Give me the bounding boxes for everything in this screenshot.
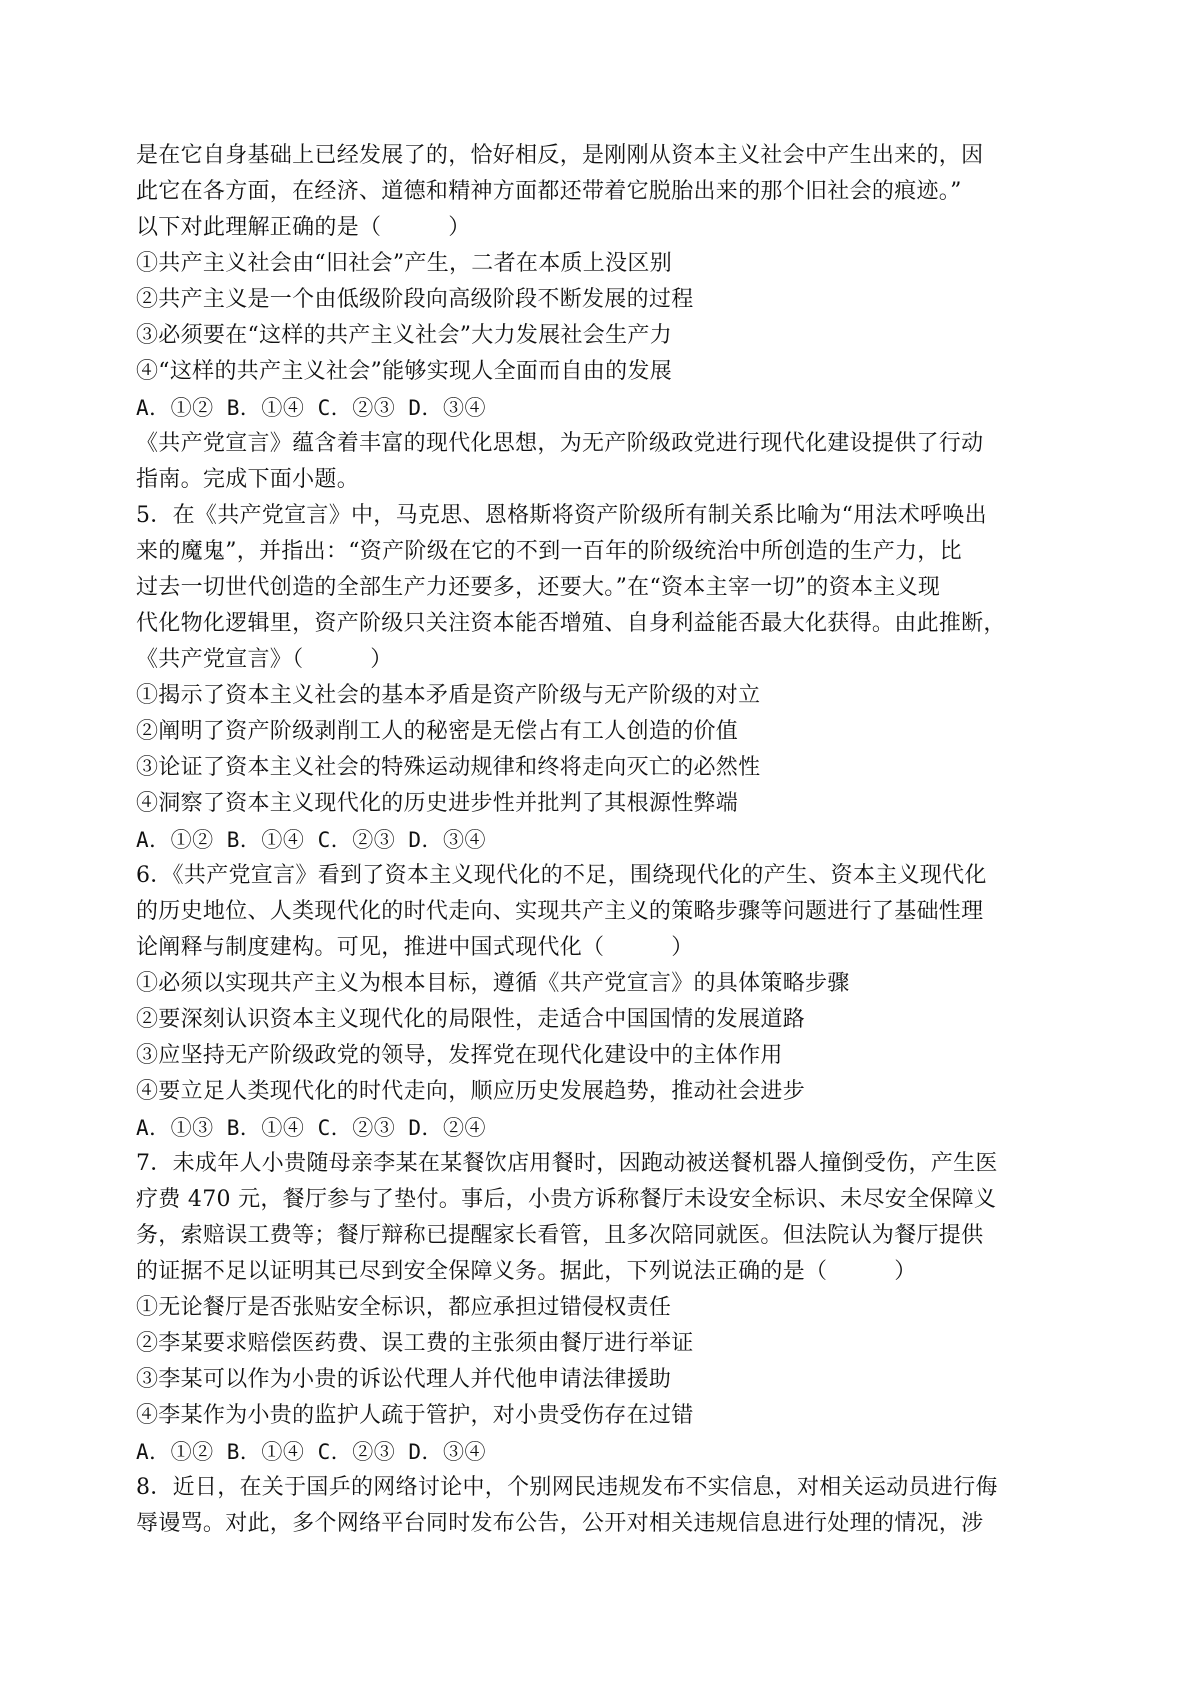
option-4: ④“这样的共产主义社会”能够实现人全面而自由的发展 <box>136 359 672 384</box>
stem-line: 务，索赔误工费等；餐厅辩称已提醒家长看管，且多次陪同就医。但法院认为餐厅提供 <box>136 1223 984 1248</box>
stem-line: 的证据不足以证明其已尽到安全保障义务。据此，下列说法正确的是（ ） <box>136 1259 917 1284</box>
stem-line: 来的魔鬼”，并指出：“资产阶级在它的不到一百年的阶级统治中所创造的生产力，比 <box>136 539 962 564</box>
option-2: ②要深刻认识资本主义现代化的局限性，走适合中国国情的发展道路 <box>136 1007 806 1032</box>
exam-page <box>136 138 1086 1542</box>
intro-line: 《共产党宣言》蕴含着丰富的现代化思想，为无产阶级政党进行现代化建设提供了行动 <box>136 431 984 456</box>
option-3: ③论证了资本主义社会的特殊运动规律和终将走向灭亡的必然性 <box>136 755 761 780</box>
stem-line: 8．近日，在关于国乒的网络讨论中，个别网民违规发布不实信息，对相关运动员进行侮 <box>136 1475 998 1500</box>
question-6 <box>136 858 1086 1146</box>
option-4: ④要立足人类现代化的时代走向，顺应历史发展趋势，推动社会进步 <box>136 1079 806 1104</box>
stem-line: 是在它自身基础上已经发展了的，恰好相反，是刚刚从资本主义社会中产生出来的，因 <box>136 143 984 168</box>
option-4: ④李某作为小贵的监护人疏于管护，对小贵受伤存在过错 <box>136 1403 694 1428</box>
stem-line: 过去一切世代创造的全部生产力还要多，还要大。”在“资本主宰一切”的资本主义现 <box>136 575 941 600</box>
option-1: ①必须以实现共产主义为根本目标，遵循《共产党宣言》的具体策略步骤 <box>136 971 850 996</box>
question-4-continued <box>136 138 1086 426</box>
stem-line: 7．未成年人小贵随母亲李某在某餐饮店用餐时，因跑动被送餐机器人撞倒受伤，产生医 <box>136 1151 998 1176</box>
option-4: ④洞察了资本主义现代化的历史进步性并批判了其根源性弊端 <box>136 791 739 816</box>
question-7 <box>136 1146 1086 1470</box>
intro-line: 指南。完成下面小题。 <box>136 467 360 492</box>
stem-line: 《共产党宣言》（ ） <box>136 647 393 672</box>
answer-choices: A．①③ B．①④ C．②③ D．②④ <box>136 1116 487 1140</box>
answer-choices: A．①② B．①④ C．②③ D．③④ <box>136 396 487 420</box>
stem-line: 辱谩骂。对此，多个网络平台同时发布公告，公开对相关违规信息进行处理的情况，涉 <box>136 1511 984 1536</box>
answer-choices: A．①② B．①④ C．②③ D．③④ <box>136 828 487 852</box>
stem-line: 此它在各方面，在经济、道德和精神方面都还带着它脱胎出来的那个旧社会的痕迹。” <box>136 179 962 204</box>
option-2: ②共产主义是一个由低级阶段向高级阶段不断发展的过程 <box>136 287 694 312</box>
option-1: ①揭示了资本主义社会的基本矛盾是资产阶级与无产阶级的对立 <box>136 683 761 708</box>
material-intro <box>136 426 1086 498</box>
option-2: ②阐明了资产阶级剥削工人的秘密是无偿占有工人创造的价值 <box>136 719 739 744</box>
option-3: ③李某可以作为小贵的诉讼代理人并代他申请法律援助 <box>136 1367 672 1392</box>
stem-line: 疗费 470 元，餐厅参与了垫付。事后，小贵方诉称餐厅未设安全标识、未尽安全保障义 <box>136 1187 997 1212</box>
stem-line: 代化物化逻辑里，资产阶级只关注资本能否增殖、自身利益能否最大化获得。由此推断， <box>136 611 1006 636</box>
stem-line: 5．在《共产党宣言》中，马克思、恩格斯将资产阶级所有制关系比喻为“用法术呼唤出 <box>136 503 987 528</box>
question-8 <box>136 1470 1086 1542</box>
question-5 <box>136 498 1086 858</box>
option-3: ③必须要在“这样的共产主义社会”大力发展社会生产力 <box>136 323 672 348</box>
stem-line: 6．《共产党宣言》看到了资本主义现代化的不足，围绕现代化的产生、资本主义现代化 <box>136 863 987 888</box>
stem-line: 的历史地位、人类现代化的时代走向、实现共产主义的策略步骤等问题进行了基础性理 <box>136 899 984 924</box>
option-1: ①共产主义社会由“旧社会”产生，二者在本质上没区别 <box>136 251 672 276</box>
option-1: ①无论餐厅是否张贴安全标识，都应承担过错侵权责任 <box>136 1295 672 1320</box>
option-3: ③应坚持无产阶级政党的领导，发挥党在现代化建设中的主体作用 <box>136 1043 783 1068</box>
stem-line: 论阐释与制度建构。可见，推进中国式现代化（ ） <box>136 935 694 960</box>
stem-line: 以下对此理解正确的是（ ） <box>136 215 471 240</box>
answer-choices: A．①② B．①④ C．②③ D．③④ <box>136 1440 487 1464</box>
option-2: ②李某要求赔偿医药费、误工费的主张须由餐厅进行举证 <box>136 1331 694 1356</box>
